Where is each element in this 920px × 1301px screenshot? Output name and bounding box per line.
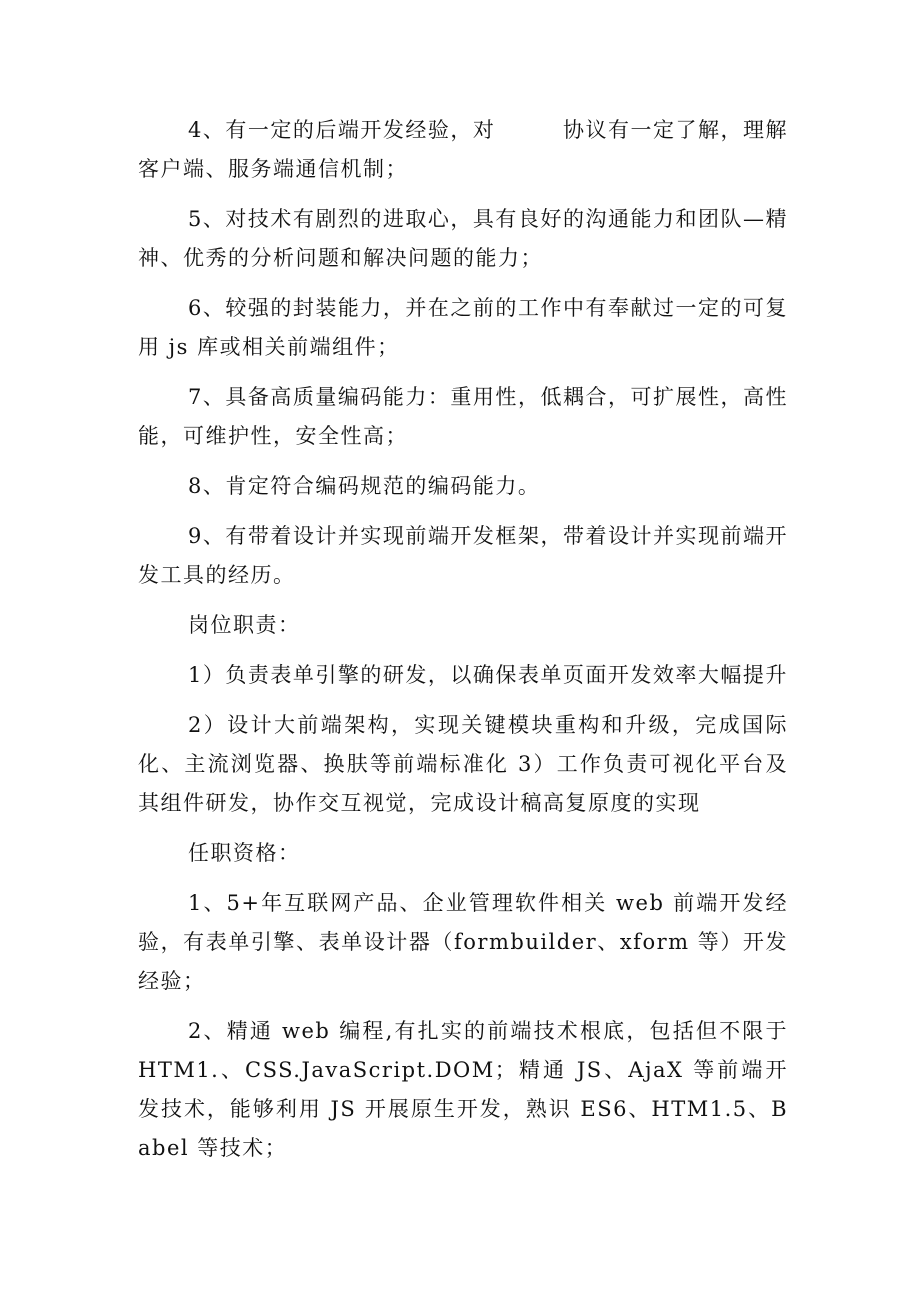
duty-item-2: 2）设计大前端架构，实现关键模块重构和升级，完成国际化、主流浏览器、换肤等前端标准化 3）工作负责可视化平台及其组件研发，协作交互视觉，完成设计稿高复原度的实现 [138, 713, 788, 815]
qualification-item-2: 2、精通 web 编程,有扎实的前端技术根底，包括但不限于 HTM1.、CSS.JavaScript.DOM；精通 JS、AjaX 等前端开发技术，能够利用 JS 开展原生开发，熟识 ES6、HTM1.5、Babel 等技术； [138, 1019, 788, 1160]
requirement-item-7: 7、具备高质量编码能力：重用性，低耦合，可扩展性，高性能，可维护性，安全性高； [138, 385, 788, 448]
qualifications-heading: 任职资格： [188, 841, 301, 865]
document-page [138, 111, 788, 1179]
requirement-item-5: 5、对技术有剧烈的进取心，具有良好的沟通能力和团队—精神、优秀的分析问题和解决问题的能力； [138, 207, 788, 270]
qualification-item-1: 1、5+年互联网产品、企业管理软件相关 web 前端开发经验，有表单引擎、表单设计器（formbuilder、xform 等）开发经验； [138, 891, 788, 993]
requirement-item-9: 9、有带着设计并实现前端开发框架，带着设计并实现前端开发工具的经历。 [138, 524, 788, 587]
requirement-item-6: 6、较强的封装能力，并在之前的工作中有奉献过一定的可复用 js 库或相关前端组件； [138, 296, 788, 359]
requirement-item-8: 8、肯定符合编码规范的编码能力。 [188, 474, 541, 498]
duty-item-1: 1）负责表单引擎的研发，以确保表单页面开发效率大幅提升 [188, 663, 788, 687]
duties-heading: 岗位职责： [188, 613, 301, 637]
requirement-item-4: 4、有一定的后端开发经验，对 协议有一定了解，理解客户端、服务端通信机制； [138, 118, 788, 181]
